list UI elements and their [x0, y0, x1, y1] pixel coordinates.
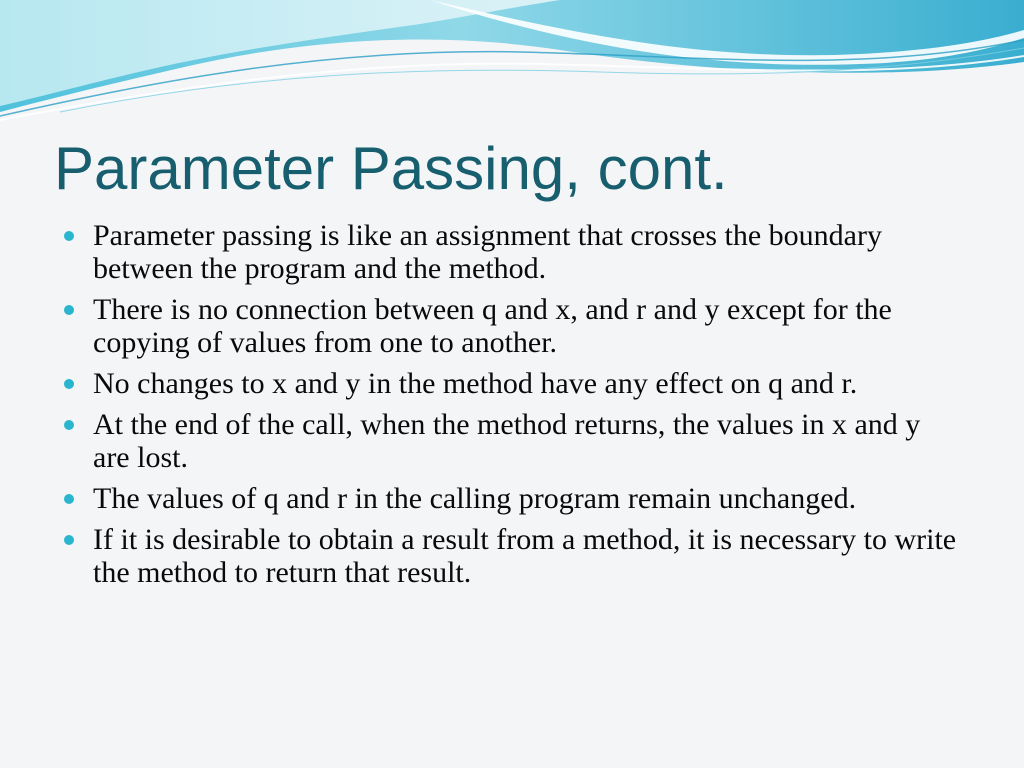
bullet-text: At the end of the call, when the method returns, the values in x and y are lost. [93, 408, 921, 474]
bullet-dot-icon [64, 494, 74, 504]
bullet-text: If it is desirable to obtain a result from a method, it is necessary to write the method to return that result. [93, 523, 957, 589]
bullet-dot-icon [64, 305, 74, 315]
bullet-text: No changes to x and y in the method have any effect on q and r. [93, 367, 858, 400]
slide-title: Parameter Passing, cont. [54, 135, 728, 202]
bullet-item [64, 523, 964, 589]
bullet-item [64, 219, 964, 285]
bullet-item [64, 408, 964, 474]
bullet-text: There is no connection between q and x, and r and y except for the copying of values from one to another. [93, 293, 892, 359]
bullet-text: The values of q and r in the calling program remain unchanged. [93, 482, 857, 515]
bullet-item [64, 367, 964, 400]
bullet-dot-icon [64, 535, 74, 545]
bullet-dot-icon [64, 231, 74, 241]
bullet-list [64, 219, 964, 597]
bullet-item [64, 482, 964, 515]
header-wave-decoration [0, 0, 1024, 130]
bullet-text: Parameter passing is like an assignment that crosses the boundary between the program and the method. [93, 219, 882, 285]
bullet-dot-icon [64, 379, 74, 389]
bullet-dot-icon [64, 420, 74, 430]
bullet-item [64, 293, 964, 359]
